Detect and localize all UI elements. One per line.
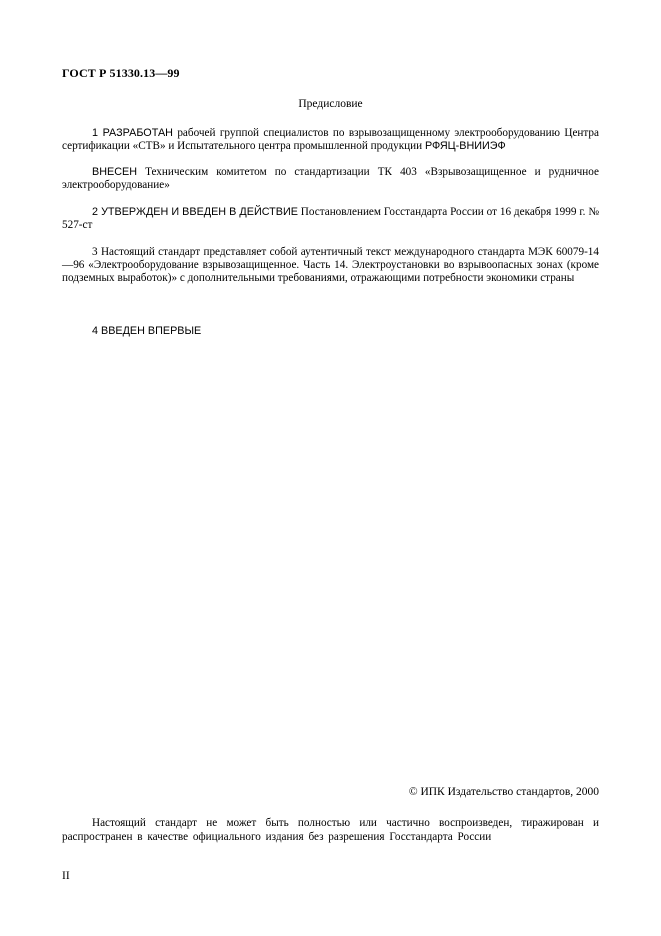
paragraph-text: рабочей группой специалистов по взрывозащищенному электрооборудованию Центра сертификации «СТВ» и Испытательного центра промышленной продукции (62, 127, 599, 153)
section-title: Предисловие (298, 98, 363, 110)
standard-code: ГОСТ Р 51330.13—99 (62, 66, 180, 80)
paragraph-lead: 1 РАЗРАБОТАН (92, 127, 173, 139)
paragraph-developed-by (62, 127, 599, 153)
paragraph-approved (62, 206, 599, 232)
copyright-notice: Настоящий стандарт не может быть полностью или частично воспроизведен, тиражирован и распространен в качестве официального издания без разрешения Госстандарта России (62, 817, 599, 843)
paragraph-lead: 2 УТВЕРЖДЕН И ВВЕДЕН В ДЕЙСТВИЕ (92, 206, 298, 218)
paragraph-lead: 4 ВВЕДЕН ВПЕРВЫЕ (92, 325, 202, 337)
paragraph-authentic-text: 3 Настоящий стандарт представляет собой аутентичный текст международного стандарта МЭК 60079-14—96 «Электрооборудование взрывозащищенное. Часть 14. Электроустановки во взрывоопасных зонах (кроме подземных выработок)» с дополнительными требованиями, отражающими потребности экономики страны (62, 246, 599, 285)
paragraph-introduced-by (62, 166, 599, 192)
page-number: II (62, 870, 70, 882)
copyright-line: © ИПК Издательство стандартов, 2000 (408, 786, 599, 798)
paragraph-text: Техническим комитетом по стандартизации ТК 403 «Взрывозащищенное и рудничное электрооборудование» (62, 166, 599, 192)
paragraph-tail: РФЯЦ-ВНИИЭФ (424, 140, 506, 153)
paragraph-lead: ВНЕСЕН (92, 166, 137, 178)
paragraph-text: Постановлением Госстандарта России от 16 декабря 1999 г. № 527-ст (62, 206, 599, 232)
paragraph-first-introduced (62, 325, 599, 338)
